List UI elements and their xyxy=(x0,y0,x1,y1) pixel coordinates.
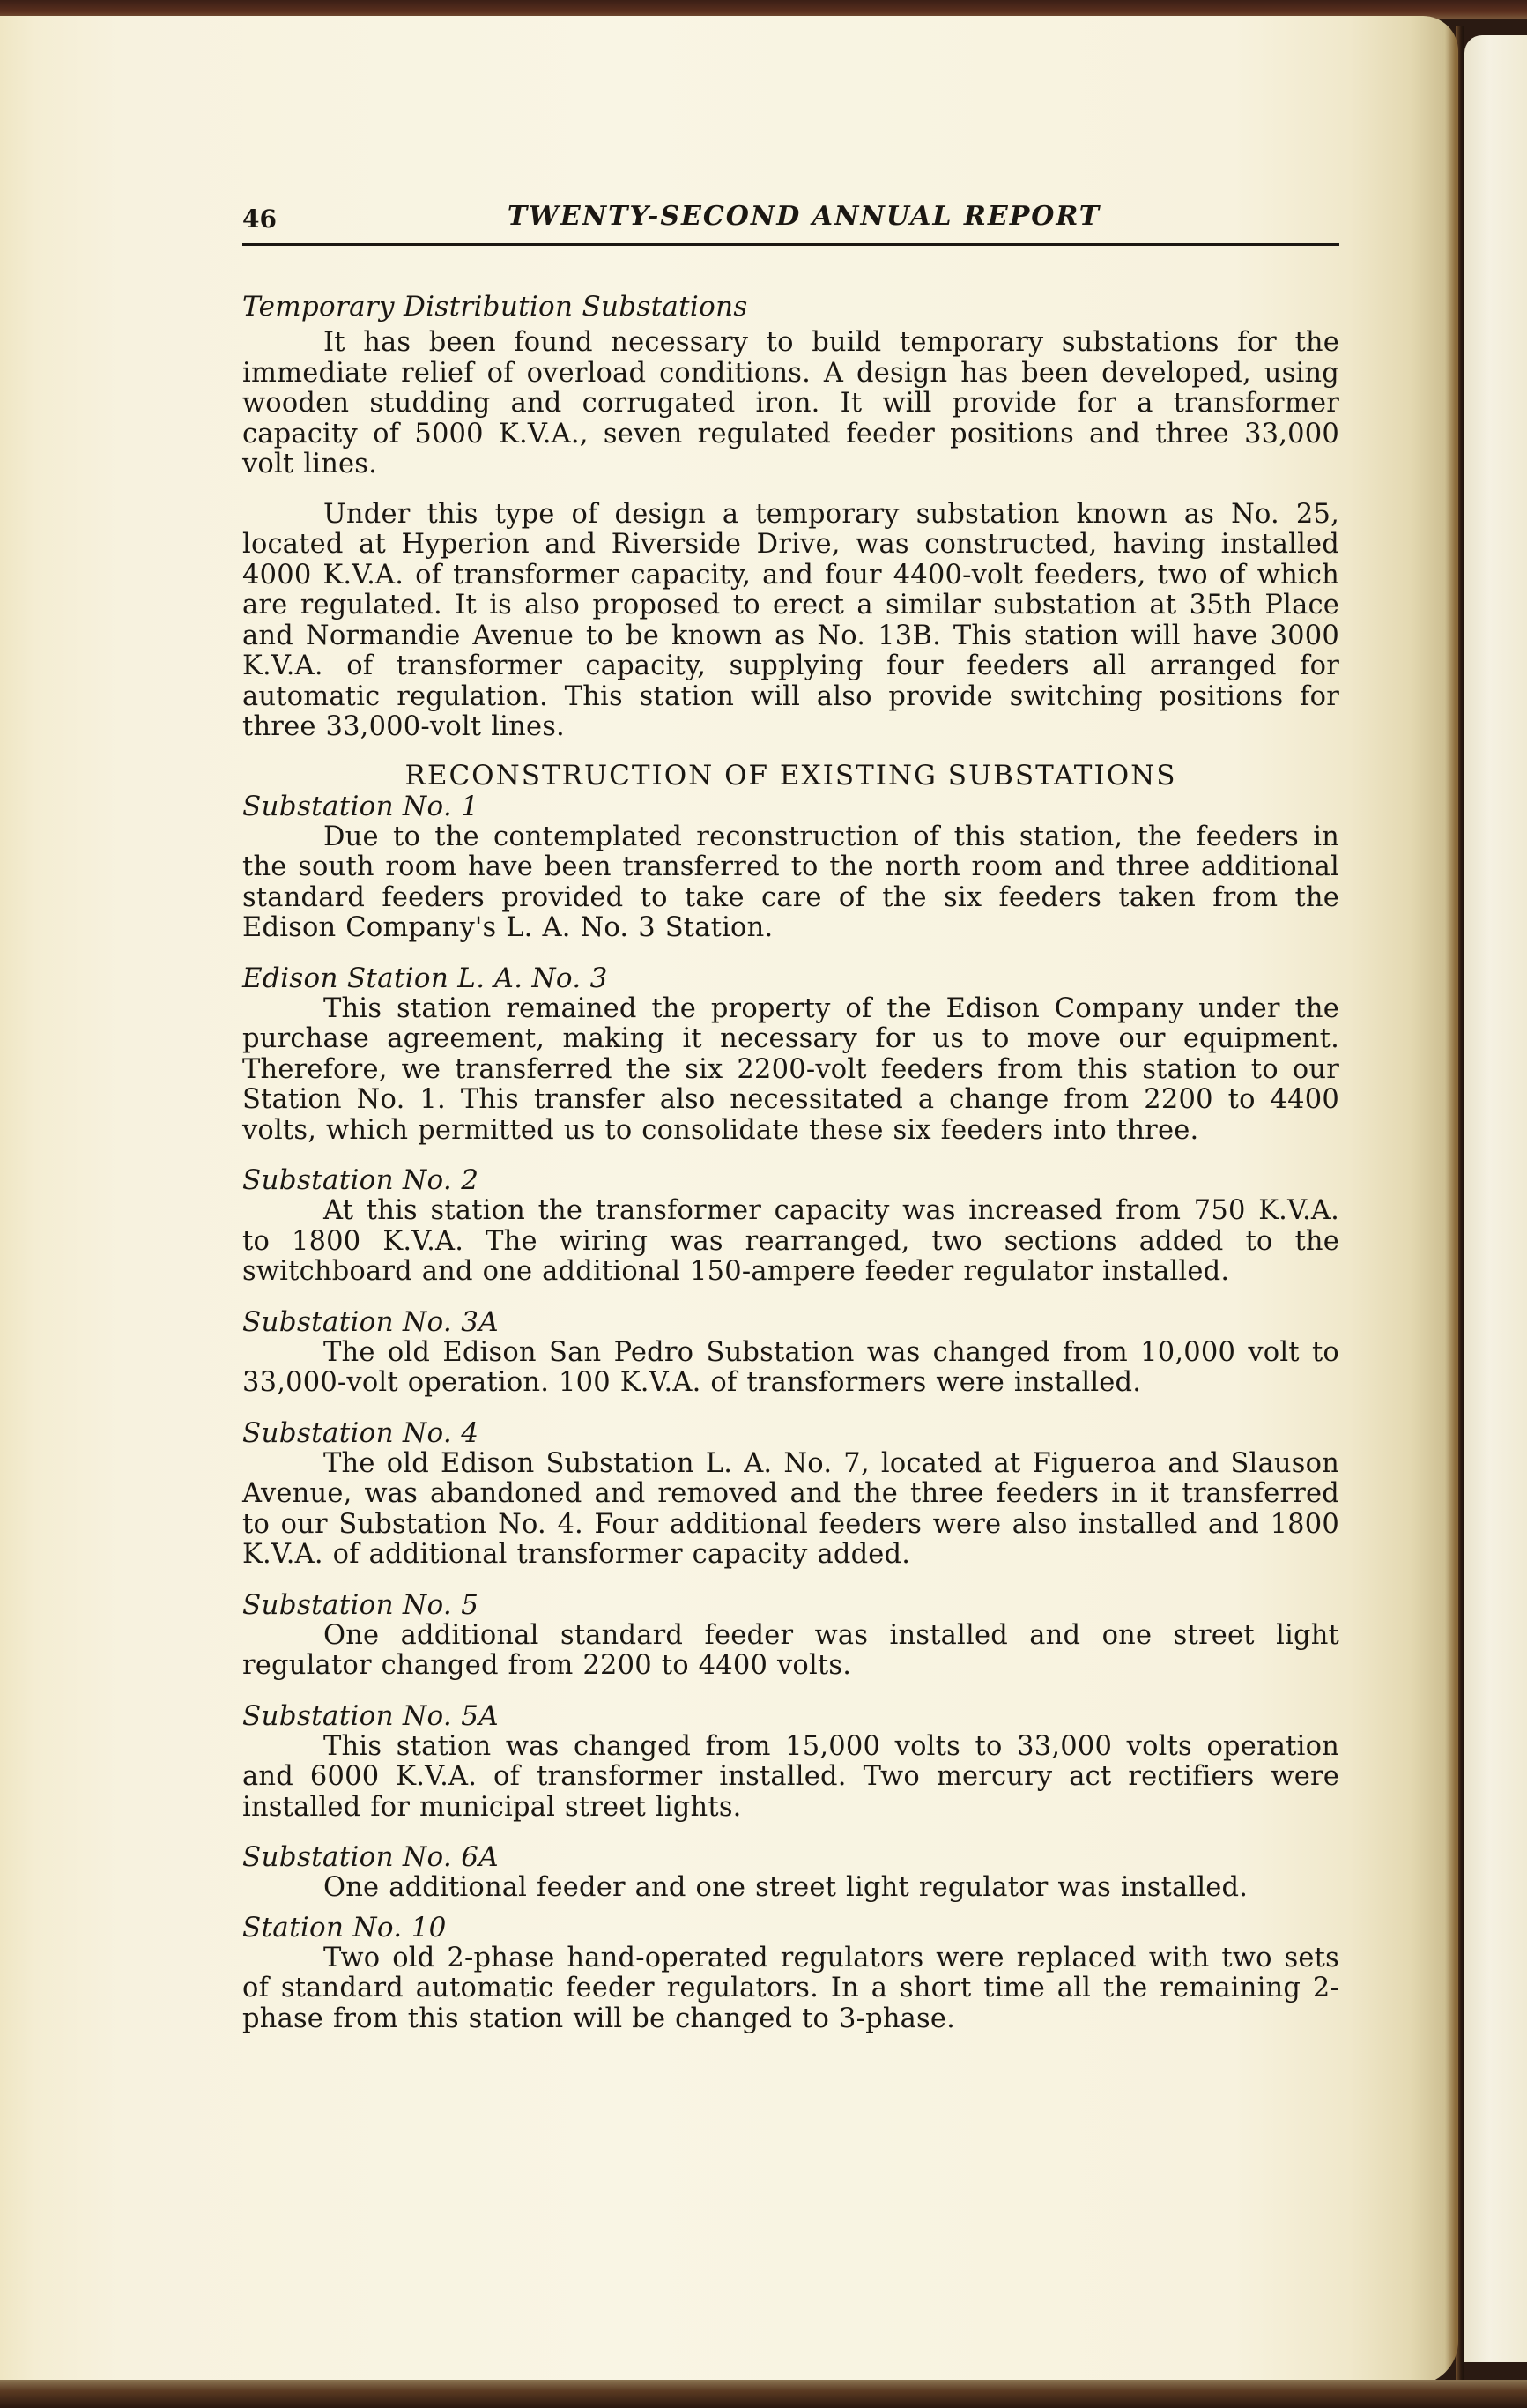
subsection-heading: Edison Station L. A. No. 3 xyxy=(242,962,608,994)
paragraph: The old Edison San Pedro Substation was changed from 10,000 volt to 33,000-volt operation. 100 K.V.A. of transformers were installed. xyxy=(242,1336,1339,1398)
paragraph: At this station the transformer capacity was increased from 750 K.V.A. to 1800 K.V.A. The wiring was rearranged, two sections added to the switchboard and one additional 150-ampere feeder regulator installed. xyxy=(242,1195,1339,1287)
subsection-heading: Station No. 10 xyxy=(242,1911,447,1943)
running-title: TWENTY-SECOND ANNUAL REPORT xyxy=(507,201,1101,232)
text-column xyxy=(242,201,1339,2034)
section-title: RECONSTRUCTION OF EXISTING SUBSTATIONS xyxy=(404,759,1177,792)
subsection-substation-4 xyxy=(242,1418,1339,1571)
book-bottom-edge xyxy=(0,2380,1527,2408)
facing-page-edge xyxy=(1464,35,1527,2362)
subsection-substation-3a xyxy=(242,1307,1339,1399)
subsection-edison-station-la-3 xyxy=(242,963,1339,1147)
subsection-heading: Substation No. 5 xyxy=(242,1588,479,1621)
page-number: 46 xyxy=(242,204,277,234)
paragraph: It has been found necessary to build temporary substations for the immediate relief of overload conditions. A design has been developed, using wooden studding and corrugated iron. It will provide for a transformer capacity of 5000 K.V.A., seven regulated feeder positions and three 33,000 volt lines. xyxy=(242,327,1339,479)
paragraph: This station was changed from 15,000 volts to 33,000 volts operation and 6000 K.V.A. of transformer installed. Two mercury act rectifiers were installed for municipal street lights. xyxy=(242,1730,1339,1823)
subsection-heading: Substation No. 4 xyxy=(242,1416,479,1449)
paragraph: One additional feeder and one street light regulator was installed. xyxy=(323,1872,1249,1903)
subsection-heading: Substation No. 1 xyxy=(242,790,479,822)
paragraph: Due to the contemplated reconstruction of this station, the feeders in the south room have been transferred to the north room and three additional standard feeders provided to take care of the six feeders taken from the Edison Company's L. A. No. 3 Station. xyxy=(242,821,1339,943)
paragraph: Under this type of design a temporary substation known as No. 25, located at Hyperion and Riverside Drive, was constructed, having installed 4000 K.V.A. of transformer capacity, and four 4400-volt feeders, two of which are regulated. It is also proposed to erect a similar substation at 35th Place and Normandie Avenue to be known as No. 13B. This station will have 3000 K.V.A. of transformer capacity, supplying four feeders all arranged for automatic regulation. This station will also provide switching positions for three 33,000-volt lines. xyxy=(242,498,1339,742)
running-header xyxy=(242,201,1339,240)
subsection-heading: Substation No. 2 xyxy=(242,1164,479,1196)
subsection-station-10 xyxy=(242,1913,1339,2035)
paragraph: Two old 2-phase hand-operated regulators were replaced with two sets of standard automatic feeder regulators. In a short time all the remaining 2-phase from this station will be changed to 3-phase. xyxy=(242,1942,1339,2034)
subsection-heading: Substation No. 3A xyxy=(242,1305,499,1338)
subsection-heading: Substation No. 5A xyxy=(242,1699,499,1732)
paragraph: This station remained the property of the Edison Company under the purchase agreement, making it necessary for us to move our equipment. Therefore, we transferred the six 2200-volt feeders from this station to our Station No. 1. This transfer also necessitated a change from 2200 to 4400 volts, which permitted us to consolidate these six feeders into three. xyxy=(242,992,1339,1146)
subsection-heading: Substation No. 6A xyxy=(242,1841,499,1873)
subsection-substation-1 xyxy=(242,792,1339,944)
paragraph: The old Edison Substation L. A. No. 7, located at Figueroa and Slauson Avenue, was abandoned and removed and the three feeders in it transferred to our Substation No. 4. Four additional feeders were also installed and 1800 K.V.A. of additional transformer capacity added. xyxy=(242,1447,1339,1570)
subsection-substation-5a xyxy=(242,1701,1339,1824)
subsection-substation-5 xyxy=(242,1590,1339,1682)
subsection-substation-2 xyxy=(242,1165,1339,1288)
paragraph: One additional standard feeder was installed and one street light regulator changed from 2200 to 4400 volts. xyxy=(242,1619,1339,1681)
subsection-substation-6a xyxy=(242,1842,1339,1904)
section-heading: Temporary Distribution Substations xyxy=(242,291,748,323)
